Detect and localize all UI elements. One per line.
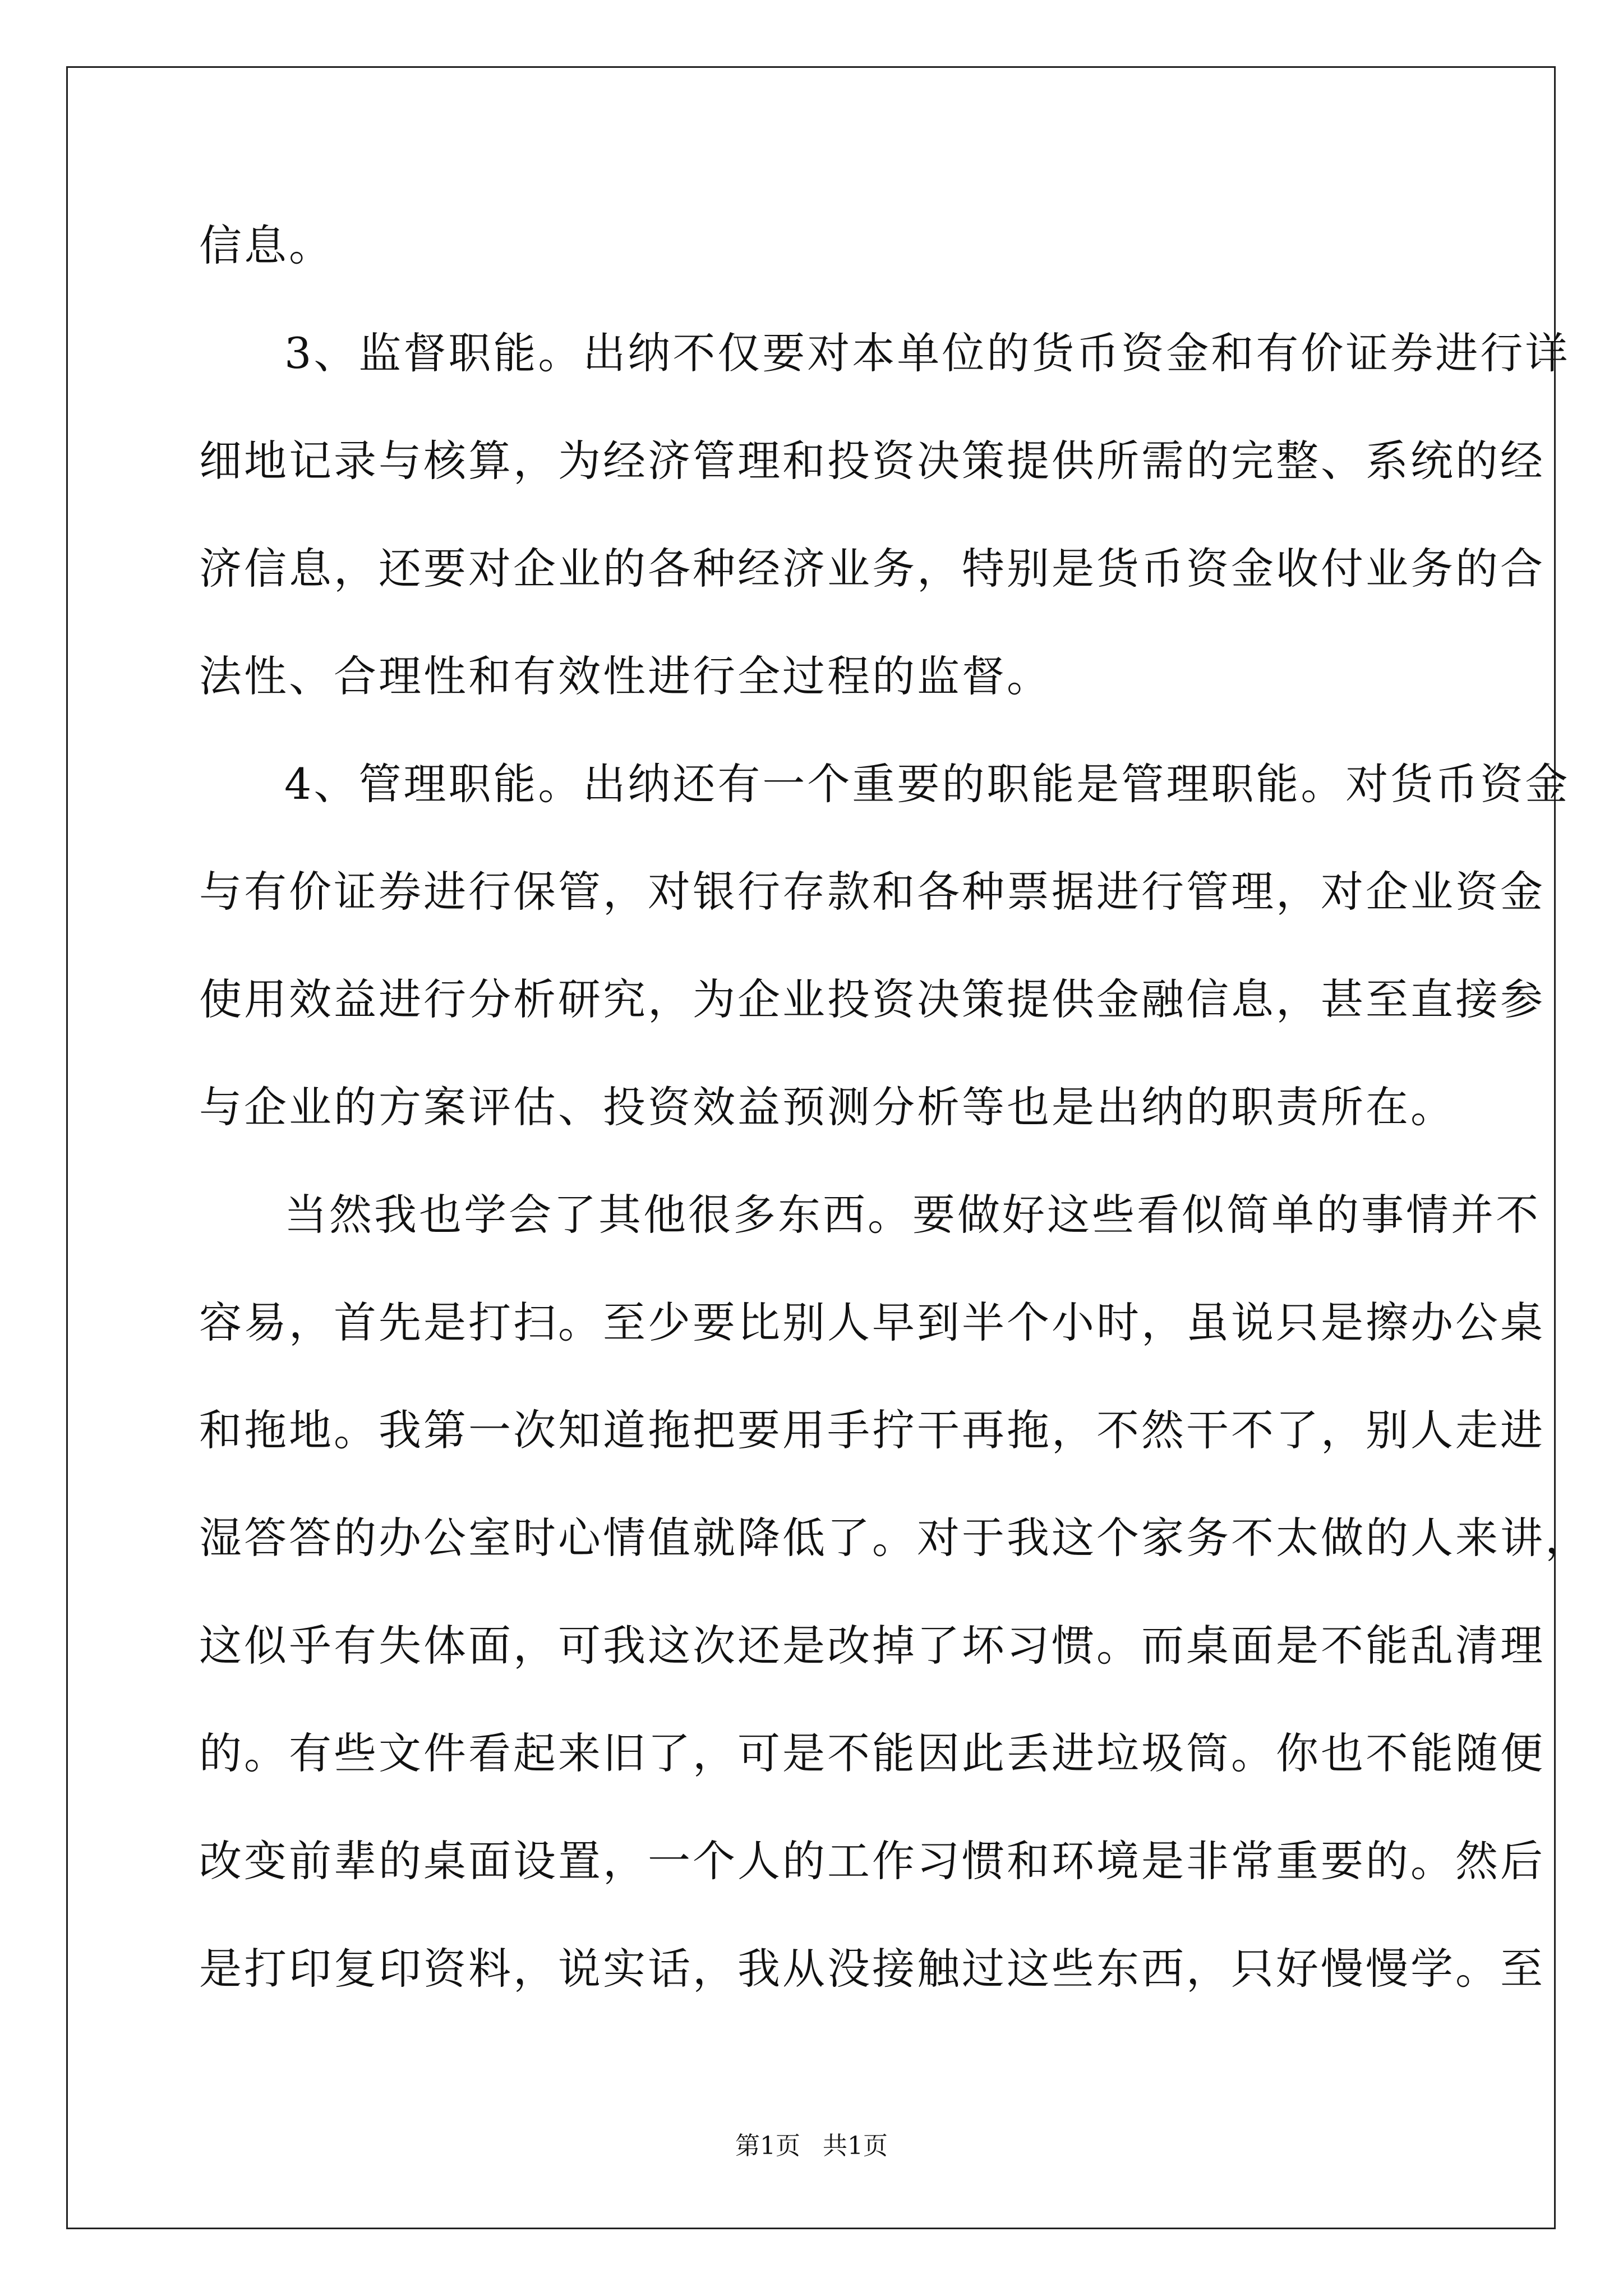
text-line: 济信息，还要对企业的各种经济业务，特别是货币资金收付业务的合 (199, 544, 1545, 593)
text-line: 改变前辈的桌面设置，一个人的工作习惯和环境是非常重要的。然后 (199, 1836, 1545, 1886)
text-line: 与有价证券进行保管，对银行存款和各种票据进行管理，对企业资金 (199, 867, 1545, 917)
text-line: 细地记录与核算，为经济管理和投资决策提供所需的完整、系统的经 (199, 436, 1545, 486)
document-body (199, 219, 1590, 2050)
text-line: 3、监督职能。出纳不仅要对本单位的货币资金和有价证券进行详 (284, 328, 1570, 378)
text-line: 这似乎有失体面，可我这次还是改掉了坏习惯。而桌面是不能乱清理 (199, 1621, 1545, 1671)
text-line: 容易，首先是打扫。至少要比别人早到半个小时，虽说只是擦办公桌 (199, 1297, 1545, 1347)
text-line: 法性、合理性和有效性进行全过程的监督。 (199, 651, 1052, 701)
page-number: 第1页 (735, 2132, 800, 2160)
text-line: 当然我也学会了其他很多东西。要做好这些看似简单的事情并不 (284, 1190, 1541, 1240)
text-line: 的。有些文件看起来旧了，可是不能因此丢进垃圾筒。你也不能随便 (199, 1728, 1545, 1778)
text-line: 信息。 (199, 220, 334, 270)
text-line: 与企业的方案评估、投资效益预测分析等也是出纳的职责所在。 (199, 1082, 1455, 1132)
page-footer (0, 2129, 1623, 2163)
text-line: 湿答答的办公室时心情值就降低了。对于我这个家务不太做的人来讲， (199, 1513, 1590, 1563)
text-line: 使用效益进行分析研究，为企业投资决策提供金融信息，甚至直接参 (199, 974, 1545, 1024)
page-total: 共1页 (823, 2132, 888, 2160)
text-line: 和拖地。我第一次知道拖把要用手拧干再拖，不然干不了，别人走进 (199, 1405, 1545, 1455)
text-line: 4、管理职能。出纳还有一个重要的职能是管理职能。对货币资金 (284, 759, 1570, 809)
text-line: 是打印复印资料，说实话，我从没接触过这些东西，只好慢慢学。至 (199, 1944, 1545, 1994)
